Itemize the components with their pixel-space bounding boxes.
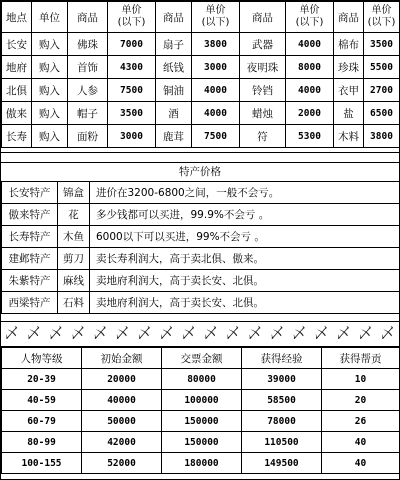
price-cell: 4000 <box>192 102 240 125</box>
special-desc-cell: 6000以下可以买进，99%不会亏 。 <box>90 226 400 248</box>
special-desc-cell: 卖地府利润大，高于卖长安、北俱。 <box>90 270 400 292</box>
special-item-cell: 麻线 <box>58 270 90 292</box>
contribution-cell: 26 <box>322 411 400 432</box>
exp-cell: 110500 <box>242 432 322 453</box>
unit-cell: 购入 <box>32 102 68 125</box>
header-cell: 人物等级 <box>2 348 82 369</box>
special-place-cell: 长寿特产 <box>2 226 58 248</box>
header-cell-text: 单价 (以下) <box>117 5 146 28</box>
level-cell: 100-155 <box>2 453 82 474</box>
goods-price-table <box>1 1 400 148</box>
unit-cell: 购入 <box>32 33 68 56</box>
item-cell: 铜油 <box>156 79 192 102</box>
header-cell: 商品 <box>240 2 286 33</box>
header-cell: 地点 <box>2 2 32 33</box>
special-place-cell: 朱紫特产 <box>2 270 58 292</box>
price-cell: 4000 <box>286 79 334 102</box>
special-place-cell: 傲来特产 <box>2 204 58 226</box>
price-cell: 3000 <box>192 56 240 79</box>
deco-glyph: 乄 <box>115 326 130 342</box>
deco-glyph: 乄 <box>137 326 152 342</box>
special-row <box>2 182 400 204</box>
level-reward-table <box>1 347 400 474</box>
contribution-cell: 40 <box>322 453 400 474</box>
level-row <box>2 390 400 411</box>
price-cell: 8000 <box>286 56 334 79</box>
goods-row <box>2 33 400 56</box>
special-item-cell: 剪刀 <box>58 248 90 270</box>
item-cell: 鹿茸 <box>156 125 192 148</box>
header-cell <box>286 2 334 33</box>
deliver-amount-cell: 180000 <box>162 453 242 474</box>
deliver-amount-cell: 150000 <box>162 432 242 453</box>
price-cell: 2700 <box>364 79 400 102</box>
exp-cell: 149500 <box>242 453 322 474</box>
item-cell: 棉布 <box>334 33 364 56</box>
item-cell: 盐 <box>334 102 364 125</box>
item-cell: 夜明珠 <box>240 56 286 79</box>
deco-glyph: 乄 <box>314 326 329 342</box>
header-cell: 初始金额 <box>82 348 162 369</box>
special-row <box>2 292 400 314</box>
exp-cell: 78000 <box>242 411 322 432</box>
deliver-amount-cell: 80000 <box>162 369 242 390</box>
deco-glyph: 乄 <box>358 326 373 342</box>
start-amount-cell: 50000 <box>82 411 162 432</box>
special-price-title: 特产价格 <box>1 162 399 182</box>
deco-glyph: 乄 <box>336 326 351 342</box>
deco-glyph: 乄 <box>71 326 86 342</box>
goods-row <box>2 79 400 102</box>
contribution-cell: 40 <box>322 432 400 453</box>
special-row <box>2 248 400 270</box>
special-price-table <box>1 181 400 314</box>
price-cell: 6500 <box>364 102 400 125</box>
header-cell: 交票金额 <box>162 348 242 369</box>
deco-glyph: 乄 <box>380 326 395 342</box>
special-desc-cell: 进价在3200-6800之间，一般不会亏。 <box>90 182 400 204</box>
item-cell: 珍珠 <box>334 56 364 79</box>
exp-cell: 58500 <box>242 390 322 411</box>
place-cell: 地府 <box>2 56 32 79</box>
exp-cell: 39000 <box>242 369 322 390</box>
place-cell: 傲来 <box>2 102 32 125</box>
special-desc-cell: 卖地府利润大，高于卖长安、北俱。 <box>90 292 400 314</box>
item-cell: 人参 <box>68 79 108 102</box>
price-cell: 3500 <box>364 33 400 56</box>
special-desc-cell: 卖长寿利润大，高于卖北俱、傲来。 <box>90 248 400 270</box>
start-amount-cell: 52000 <box>82 453 162 474</box>
level-cell: 20-39 <box>2 369 82 390</box>
price-cell: 4000 <box>192 79 240 102</box>
deco-glyph: 乄 <box>270 326 285 342</box>
header-cell: 商品 <box>68 2 108 33</box>
price-cell: 5300 <box>286 125 334 148</box>
header-cell <box>192 2 240 33</box>
price-cell: 2000 <box>286 102 334 125</box>
deco-glyph: 乄 <box>248 326 263 342</box>
header-cell: 商品 <box>156 2 192 33</box>
goods-row <box>2 102 400 125</box>
level-row <box>2 411 400 432</box>
deliver-amount-cell: 150000 <box>162 411 242 432</box>
level-cell: 80-99 <box>2 432 82 453</box>
level-cell: 60-79 <box>2 411 82 432</box>
deco-glyph: 乄 <box>93 326 108 342</box>
special-place-cell: 长安特产 <box>2 182 58 204</box>
item-cell: 符 <box>240 125 286 148</box>
start-amount-cell: 40000 <box>82 390 162 411</box>
place-cell: 长寿 <box>2 125 32 148</box>
item-cell: 扇子 <box>156 33 192 56</box>
price-cell: 5500 <box>364 56 400 79</box>
unit-cell: 购入 <box>32 79 68 102</box>
deco-glyph: 乄 <box>159 326 174 342</box>
item-cell: 帽子 <box>68 102 108 125</box>
item-cell: 铃铛 <box>240 79 286 102</box>
special-item-cell: 花 <box>58 204 90 226</box>
place-cell: 北俱 <box>2 79 32 102</box>
deco-glyph: 乄 <box>27 326 42 342</box>
deco-glyph: 乄 <box>204 326 219 342</box>
item-cell: 酒 <box>156 102 192 125</box>
item-cell: 木料 <box>334 125 364 148</box>
item-cell: 首饰 <box>68 56 108 79</box>
price-cell: 3000 <box>108 125 156 148</box>
special-row <box>2 270 400 292</box>
item-cell: 蜡烛 <box>240 102 286 125</box>
special-row <box>2 226 400 248</box>
level-header-row <box>2 348 400 369</box>
start-amount-cell: 42000 <box>82 432 162 453</box>
item-cell: 佛珠 <box>68 33 108 56</box>
header-cell: 商品 <box>334 2 364 33</box>
place-cell: 长安 <box>2 33 32 56</box>
deco-glyph: 乄 <box>292 326 307 342</box>
special-item-cell: 木鱼 <box>58 226 90 248</box>
unit-cell: 购入 <box>32 56 68 79</box>
deco-glyph: 乄 <box>5 326 20 342</box>
price-cell: 3500 <box>108 102 156 125</box>
header-cell: 单位 <box>32 2 68 33</box>
item-cell: 纸钱 <box>156 56 192 79</box>
special-row <box>2 204 400 226</box>
item-cell: 武器 <box>240 33 286 56</box>
item-cell: 衣甲 <box>334 79 364 102</box>
goods-row <box>2 56 400 79</box>
header-cell: 获得帮贡 <box>322 348 400 369</box>
header-cell <box>108 2 156 33</box>
price-cell: 7500 <box>108 79 156 102</box>
deco-glyph: 乄 <box>226 326 241 342</box>
contribution-cell: 10 <box>322 369 400 390</box>
deco-glyph: 乄 <box>181 326 196 342</box>
header-cell <box>364 2 400 33</box>
header-cell: 获得经验 <box>242 348 322 369</box>
price-cell: 7000 <box>108 33 156 56</box>
level-row <box>2 453 400 474</box>
item-cell: 面粉 <box>68 125 108 148</box>
level-cell: 40-59 <box>2 390 82 411</box>
contribution-cell: 20 <box>322 390 400 411</box>
header-cell-text: 单价 (以下) <box>295 5 324 28</box>
special-desc-cell: 多少钱都可以买进，99.9%不会亏 。 <box>90 204 400 226</box>
special-place-cell: 建邺特产 <box>2 248 58 270</box>
goods-header-row <box>2 2 400 33</box>
price-cell: 4300 <box>108 56 156 79</box>
special-item-cell: 石料 <box>58 292 90 314</box>
decorative-divider <box>1 321 399 347</box>
level-row <box>2 369 400 390</box>
start-amount-cell: 20000 <box>82 369 162 390</box>
price-cell: 3800 <box>364 125 400 148</box>
header-cell-text: 单价 (以下) <box>367 5 396 28</box>
goods-row <box>2 125 400 148</box>
price-cell: 3800 <box>192 33 240 56</box>
header-cell-text: 单价 (以下) <box>201 5 230 28</box>
deco-glyph: 乄 <box>49 326 64 342</box>
unit-cell: 购入 <box>32 125 68 148</box>
deliver-amount-cell: 100000 <box>162 390 242 411</box>
price-cell: 7500 <box>192 125 240 148</box>
level-row <box>2 432 400 453</box>
special-place-cell: 西梁特产 <box>2 292 58 314</box>
price-cell: 4000 <box>286 33 334 56</box>
special-item-cell: 锦盒 <box>58 182 90 204</box>
